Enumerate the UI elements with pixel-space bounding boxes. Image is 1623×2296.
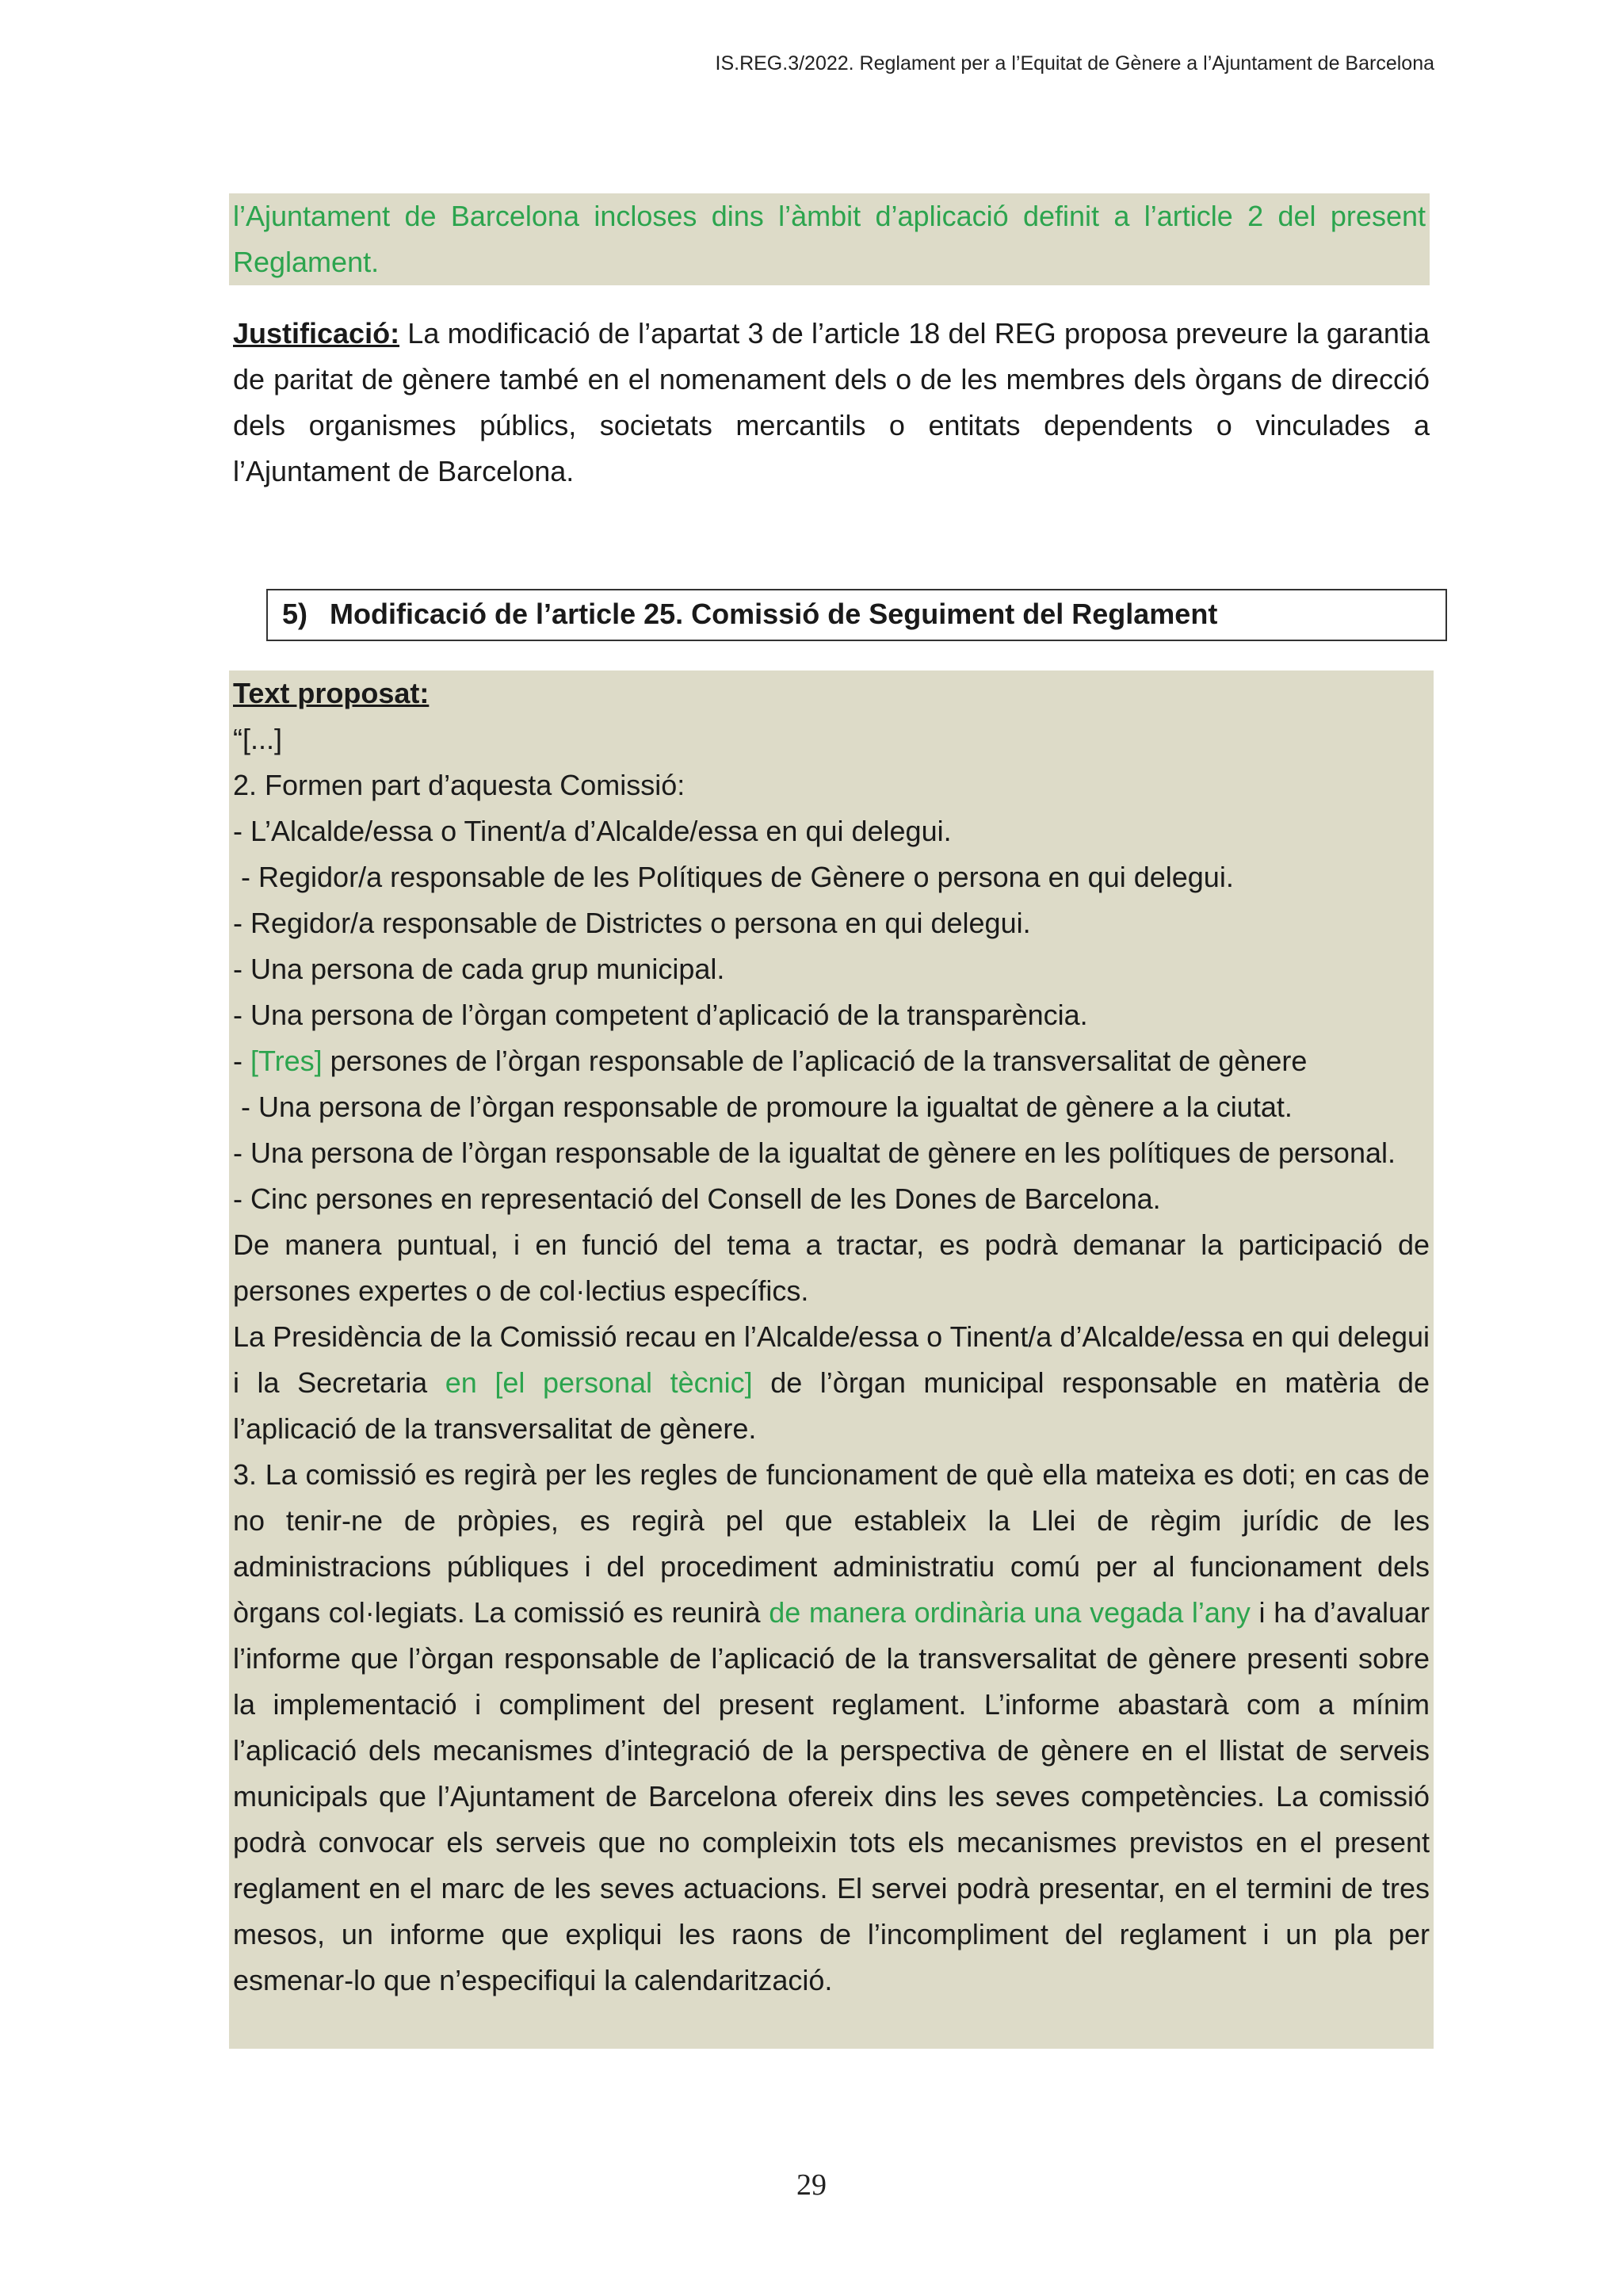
member-item: - Una persona de l’òrgan competent d’aplicació de la transparència. xyxy=(233,999,1088,1031)
presidency-paragraph xyxy=(233,1314,1430,1452)
member-item-tres xyxy=(233,1038,1430,1084)
section-title: Modificació de l’article 25. Comissió de Seguiment del Reglament xyxy=(330,598,1218,630)
shaded-text-block xyxy=(229,193,1430,285)
proposed-text-continuation: l’Ajuntament de Barcelona incloses dins l’àmbit d’aplicació definit a l’article 2 del present Reglament. xyxy=(233,200,1426,278)
paragraph-3 xyxy=(233,1452,1430,2004)
paragraph-3-text: 3. La comissió es regirà per les regles de funcionament de què ella mateixa es doti; en cas de no tenir-ne de pròpies, es regirà pel que estableix la Llei de règim jurídic de les administracions públiques i del procediment administratiu comú per al funcionament dels òrgans col·legiats. La comissió es reunirà xyxy=(233,1458,1430,1629)
section-number: 5) xyxy=(282,598,308,630)
presidency-highlight: en [el personal tècnic] xyxy=(445,1366,753,1399)
member-item: - Regidor/a responsable de Districtes o persona en qui delegui. xyxy=(233,907,1031,939)
tres-prefix: - xyxy=(233,1045,250,1077)
proposed-text-block xyxy=(229,670,1434,2049)
paragraph-3-highlight: de manera ordinària una vegada l’any xyxy=(769,1596,1251,1629)
member-item: - L’Alcalde/essa o Tinent/a d’Alcalde/essa en qui delegui. xyxy=(233,815,952,847)
tres-rest: persones de l’òrgan responsable de l’aplicació de la transversalitat de gènere xyxy=(322,1045,1308,1077)
justification-label: Justificació: xyxy=(233,317,400,350)
presidency-text-end: de l’òrgan municipal responsable en matèria de l’aplicació de la transversalitat de gènere. xyxy=(233,1366,1430,1445)
member-item: - Una persona de l’òrgan responsable de promoure la igualtat de gènere a la ciutat. xyxy=(233,1091,1293,1123)
presidency-text: La Presidència de la Comissió recau en l’Alcalde/essa o Tinent/a d’Alcalde/essa en qui delegui i la Secretaria xyxy=(233,1320,1430,1399)
section-heading-box xyxy=(266,589,1447,641)
justification-text: La modificació de l’apartat 3 de l’article 18 del REG proposa preveure la garantia de paritat de gènere també en el nomenament dels o de les membres dels òrgans de direcció dels organismes públics, societats mercantils o entitats dependents o vinculades a l’Ajuntament de Barcelona. xyxy=(233,317,1430,487)
paragraph-2-intro: 2. Formen part d’aquesta Comissió: xyxy=(233,769,685,801)
justification-paragraph xyxy=(233,311,1430,495)
quote-open: “[...] xyxy=(233,723,282,755)
experts-paragraph: De manera puntual, i en funció del tema a tractar, es podrà demanar la participació de persones expertes o de col·lectius específics. xyxy=(233,1228,1430,1307)
member-item: - Cinc persones en representació del Consell de les Dones de Barcelona. xyxy=(233,1182,1161,1215)
running-header: IS.REG.3/2022. Reglament per a l’Equitat de Gènere a l’Ajuntament de Barcelona xyxy=(715,52,1434,74)
tres-highlight: [Tres] xyxy=(250,1045,323,1077)
member-item: - Regidor/a responsable de les Polítiques de Gènere o persona en qui delegui. xyxy=(233,861,1234,893)
page-number: 29 xyxy=(796,2168,827,2202)
paragraph-3-text-end: i ha d’avaluar l’informe que l’òrgan responsable de l’aplicació de la transversalitat de gènere presenti sobre la implementació i compliment del present reglament. L’informe abastarà com a mínim l’aplicació dels mecanismes d’integració de la perspectiva de gènere en el llistat de serveis municipals que l’Ajuntament de Barcelona ofereix dins les seves competències. La comissió podrà convocar els serveis que no compleixin tots els mecanismes previstos en el present reglament en el marc de les seves actuacions. El servei podrà presentar, en el termini de tres mesos, un informe que expliqui les raons de l’incompliment del reglament i un pla per esmenar-lo que n’especifiqui la calendarització. xyxy=(233,1596,1430,1996)
member-item: - Una persona de cada grup municipal. xyxy=(233,953,725,985)
member-item: - Una persona de l’òrgan responsable de la igualtat de gènere en les polítiques de personal. xyxy=(233,1137,1396,1169)
proposal-heading: Text proposat: xyxy=(233,677,430,709)
